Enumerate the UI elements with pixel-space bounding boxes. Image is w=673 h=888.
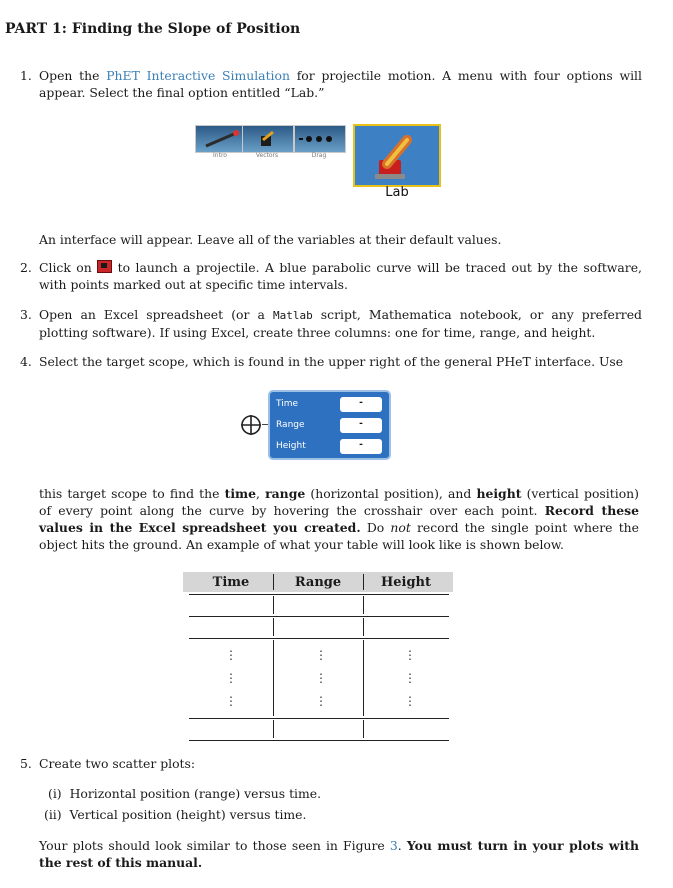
row2-divider-1 [273, 618, 274, 636]
final-bold-instruction: You must turn in your plots with the rest of this manual. [39, 838, 640, 870]
scope-instr-bold-range: range [265, 486, 306, 501]
scope-instr-text-2: , [256, 486, 266, 501]
section-title: PART 1: Finding the Slope of Position [5, 21, 301, 37]
dots-divider-2 [363, 640, 364, 716]
scope-row-range [276, 420, 386, 430]
ellipsis-range-2: ⋮ [315, 671, 327, 685]
intro-cannon-icon [196, 126, 246, 152]
drag-thumbnail[interactable] [294, 125, 346, 153]
table-rule-4 [189, 718, 449, 719]
lab-thumbnail[interactable] [353, 124, 441, 187]
step-2-number: 2. [20, 260, 32, 275]
sub-item-ii-number: (ii) [44, 807, 62, 822]
header-divider-2 [363, 574, 364, 590]
ellipsis-height-2: ⋮ [404, 671, 416, 685]
step-2 [20, 259, 642, 293]
scope-instr-bold-height: height [476, 486, 522, 501]
table-rule-1 [189, 594, 449, 595]
scope-instr-bold-record: Record these values in the Excel spreadsheet you created. [39, 503, 639, 535]
final-text-1: Your plots should look similar to those seen in Figure [39, 838, 390, 853]
launch-button-icon [97, 260, 112, 273]
table-header-time: Time [212, 575, 250, 590]
scope-value-height: - [340, 439, 382, 454]
scope-instr-text-6: record the single point where the object hits the ground. An example of what your table will look like is shown below. [39, 520, 639, 552]
scope-instr-text-4: (vertical position) of every point along the curve by hovering the crosshair over each point. [39, 486, 639, 518]
step-2-text-after: to launch a projectile. A blue parabolic curve will be traced out by the software, with points marked out at specific time intervals. [39, 260, 642, 292]
table-rule-3 [189, 638, 449, 639]
scope-instr-italic-not: not [390, 520, 411, 535]
phet-simulation-link[interactable]: PhET Interactive Simulation [106, 68, 290, 83]
sub-item-ii [44, 807, 306, 822]
step-1-text-before: Open the [39, 68, 107, 83]
scope-instr-text-3: (horizontal position), and [305, 486, 477, 501]
drag-projectiles-icon [295, 126, 345, 152]
scope-instr-text-5: Do [360, 520, 391, 535]
scope-label-range: Range [276, 420, 305, 430]
row1-divider-2 [363, 596, 364, 614]
ellipsis-height-3: ⋮ [404, 694, 416, 708]
vectors-thumbnail[interactable] [242, 125, 294, 153]
step-5-number: 5. [20, 756, 32, 771]
target-scope-panel[interactable] [268, 390, 391, 460]
ellipsis-range-3: ⋮ [315, 694, 327, 708]
last-divider-1 [273, 720, 274, 738]
scope-instructions [39, 485, 639, 553]
step-4 [20, 353, 642, 370]
step-5-text: Create two scatter plots: [39, 756, 196, 771]
intro-thumbnail[interactable] [195, 125, 247, 153]
step-3-number: 3. [20, 307, 32, 322]
final-note [39, 837, 639, 871]
intro-thumbnail-label: Intro [213, 152, 227, 159]
step-1-number: 1. [20, 68, 32, 83]
lab-cannon-icon [355, 126, 435, 181]
step-4-text: Select the target scope, which is found in the upper right of the general PHeT interface. Use [39, 354, 624, 369]
ellipsis-range-1: ⋮ [315, 648, 327, 662]
step-3-text-before: Open an Excel spreadsheet (or a [39, 307, 273, 322]
step-3-text-after: script, Mathematica notebook, or any preferred plotting software). If using Excel, create three columns: one for time, range, and height. [39, 307, 642, 340]
step-1-text-after: for projectile motion. A menu with four options will appear. Select the final option entitled “Lab.” [39, 68, 642, 100]
step-1 [20, 67, 642, 101]
table-header-range: Range [294, 575, 342, 590]
table-rule-2 [189, 616, 449, 617]
scope-value-time: - [340, 397, 382, 412]
scope-row-time [276, 399, 386, 409]
step-4-number: 4. [20, 354, 32, 369]
sub-item-i-number: (i) [48, 786, 62, 801]
figure-3-link[interactable]: 3 [389, 838, 398, 853]
vectors-thumbnail-label: Vectors [255, 152, 279, 159]
scope-label-height: Height [276, 441, 306, 451]
sub-item-i-text: Horizontal position (range) versus time. [69, 786, 322, 801]
ellipsis-time-2: ⋮ [225, 671, 237, 685]
ellipsis-time-3: ⋮ [225, 694, 237, 708]
sub-item-i [48, 786, 321, 801]
lab-thumbnail-label: Lab [385, 185, 409, 200]
step-2-text-before: Click on [39, 260, 98, 275]
interface-note: An interface will appear. Leave all of the variables at their default values. [39, 232, 502, 247]
scope-value-range: - [340, 418, 382, 433]
drag-thumbnail-label: Drag [311, 152, 327, 159]
matlab-code-text: Matlab [272, 309, 313, 322]
dots-divider-1 [273, 640, 274, 716]
scope-row-height [276, 441, 386, 451]
vectors-cannon-icon [243, 126, 293, 152]
row2-divider-2 [363, 618, 364, 636]
scope-instr-bold-time: time [224, 486, 257, 501]
sub-item-ii-text: Vertical position (height) versus time. [69, 807, 307, 822]
crosshair-icon[interactable] [240, 414, 262, 436]
table-header-height: Height [380, 575, 432, 590]
ellipsis-height-1: ⋮ [404, 648, 416, 662]
final-text-2: . [397, 838, 407, 853]
step-5 [20, 755, 642, 772]
header-divider-1 [273, 574, 274, 590]
last-divider-2 [363, 720, 364, 738]
scope-instr-text-1: this target scope to find the [39, 486, 225, 501]
ellipsis-time-1: ⋮ [225, 648, 237, 662]
scope-label-time: Time [276, 399, 299, 409]
row1-divider-1 [273, 596, 274, 614]
step-3 [20, 306, 642, 341]
table-rule-5 [189, 740, 449, 741]
